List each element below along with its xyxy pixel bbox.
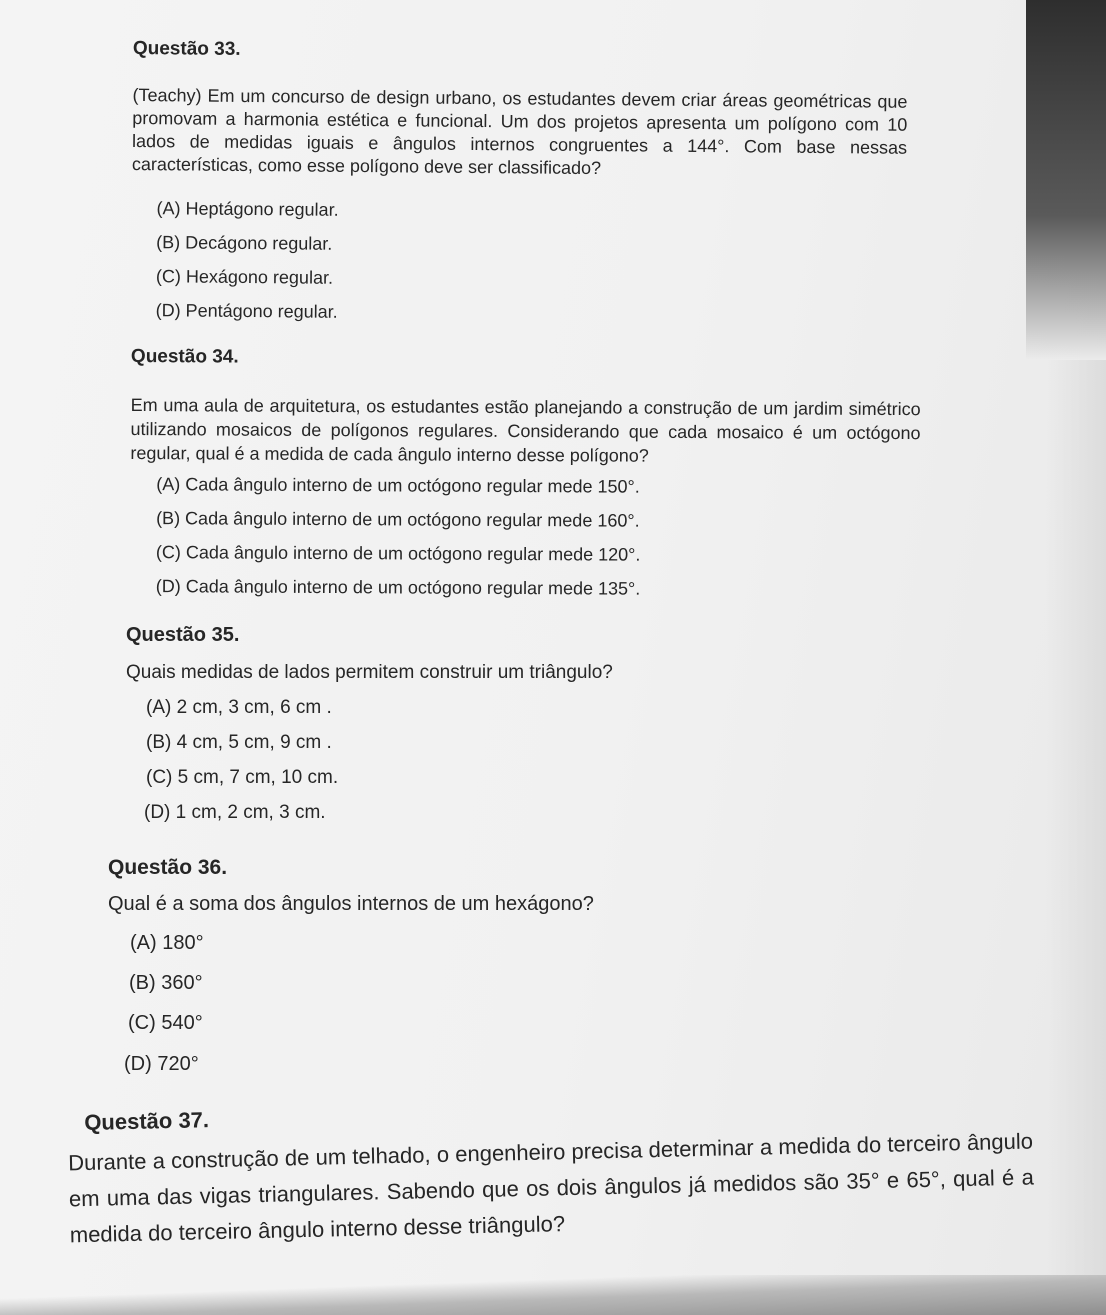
option-a[interactable]: (A) 2 cm, 3 cm, 6 cm . bbox=[146, 697, 332, 718]
option-b[interactable]: (B) 360° bbox=[129, 972, 203, 994]
option-d[interactable]: (D) 720° bbox=[124, 1053, 199, 1075]
option-d[interactable]: (D) Cada ângulo interno de um octógono regular mede 135°. bbox=[155, 576, 641, 599]
option-b[interactable]: (B) 4 cm, 5 cm, 9 cm . bbox=[146, 732, 332, 753]
question-35 bbox=[126, 624, 826, 823]
question-stem: (Teachy) Em um concurso de design urbano, os estudantes devem criar áreas geométricas que promovam a harmonia estética e funcional. Um dos projetos apresenta um polígono com 10 lados de medidas iguais e ângulos internos congruentes a 144°. Com base nessas características, como esse polígono deve ser classificado? bbox=[131, 84, 908, 179]
question-34 bbox=[130, 346, 921, 599]
question-stem: Durante a construção de um telhado, o engenheiro precisa determinar a medida do terceiro ângulo em uma das vigas triangulares. Sabendo que os dois ângulos já medidos são 35° e 65°, qual é a medida do terceiro ângulo interno desse triângulo? bbox=[67, 1128, 1035, 1248]
option-a[interactable]: (A) Heptágono regular. bbox=[156, 198, 339, 220]
question-stem: Em uma aula de arquitetura, os estudantes estão planejando a construção de um jardim simétrico utilizando mosaicos de polígonos regulares. Considerando que cada mosaico é um octógono regular, qual é a medida de cada ângulo interno desse polígono? bbox=[130, 394, 921, 466]
question-stem: Quais medidas de lados permitem construir um triângulo? bbox=[126, 662, 613, 683]
question-stem: Qual é a soma dos ângulos internos de um hexágono? bbox=[108, 893, 594, 915]
paper-edge bbox=[1046, 360, 1106, 1315]
question-title: Questão 36. bbox=[108, 856, 228, 879]
option-c[interactable]: (C) Cada ângulo interno de um octógono regular mede 120°. bbox=[155, 542, 641, 565]
option-b[interactable]: (B) Cada ângulo interno de um octógono regular mede 160°. bbox=[156, 508, 640, 531]
question-title: Questão 37. bbox=[84, 1107, 210, 1135]
option-c[interactable]: (C) Hexágono regular. bbox=[155, 266, 334, 288]
option-d[interactable]: (D) 1 cm, 2 cm, 3 cm. bbox=[144, 802, 326, 823]
option-a[interactable]: (A) Cada ângulo interno de um octógono regular mede 150°. bbox=[156, 474, 640, 497]
option-c[interactable]: (C) 540° bbox=[128, 1012, 203, 1034]
question-title: Questão 35. bbox=[126, 624, 240, 646]
option-d[interactable]: (D) Pentágono regular. bbox=[155, 300, 338, 322]
question-title: Questão 33. bbox=[132, 38, 241, 60]
option-a[interactable]: (A) 180° bbox=[130, 932, 204, 954]
question-36 bbox=[108, 856, 808, 1075]
background-shadow bbox=[1026, 0, 1106, 360]
paper-bottom-edge bbox=[0, 1275, 1106, 1315]
option-c[interactable]: (C) 5 cm, 7 cm, 10 cm. bbox=[146, 767, 339, 788]
question-title: Questão 34. bbox=[130, 346, 239, 368]
option-b[interactable]: (B) Decágono regular. bbox=[156, 232, 333, 254]
